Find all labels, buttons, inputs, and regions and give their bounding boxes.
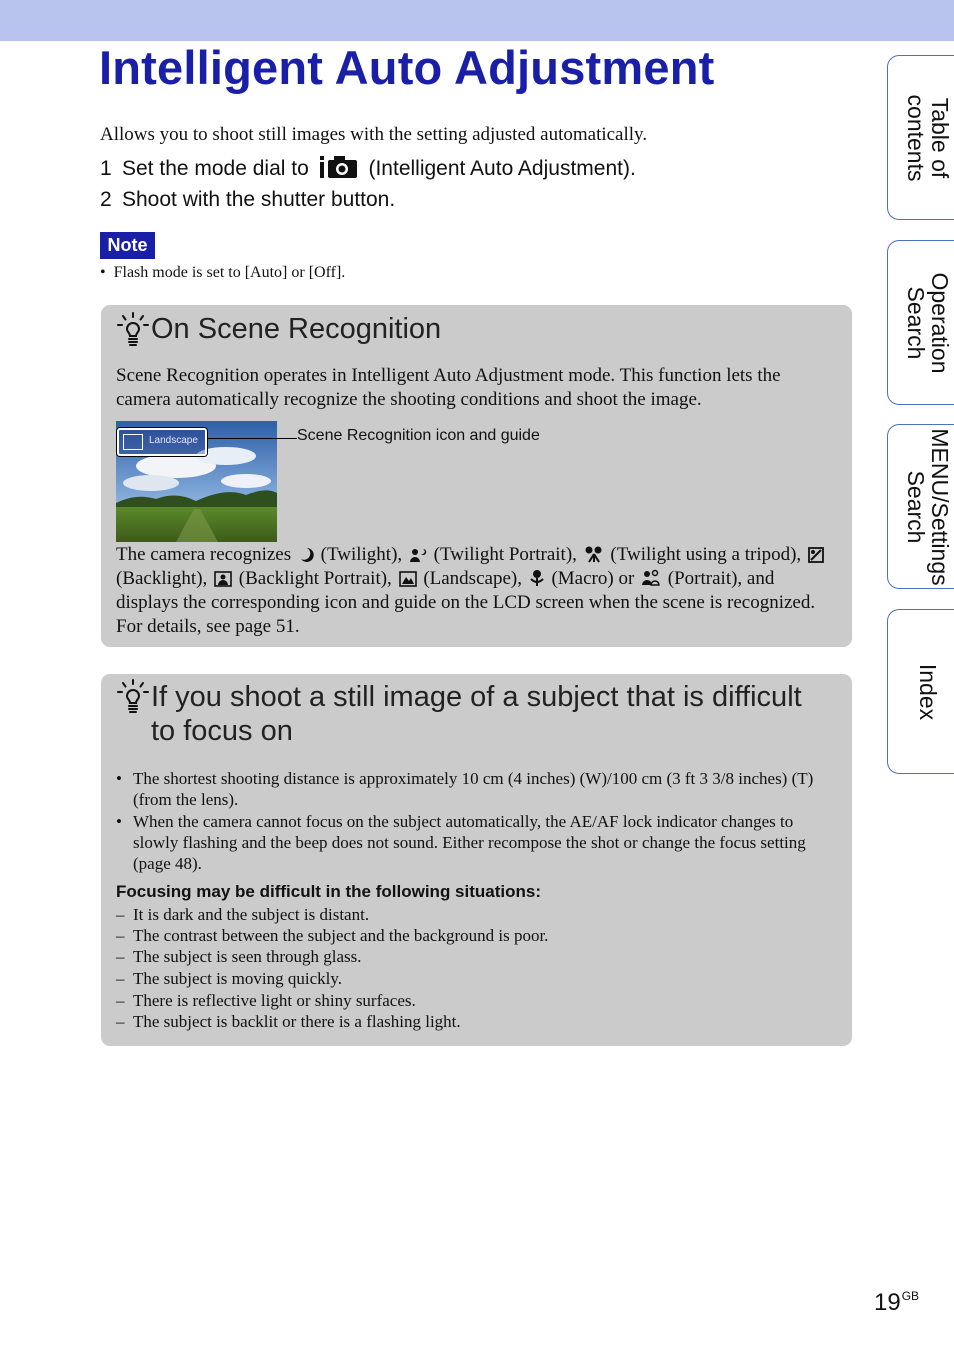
scene-recognizes-text: The camera recognizes (Twilight), (Twilight Portrait), (Twilight using a tripod), (Backlight), (Backlight Portrait), (Landscape), (Macro) or (Portrait), and displays the corresponding icon and guide on the LCD screen when the scene is recognized. For details, see page 51. bbox=[116, 543, 838, 639]
intelligent-auto-icon bbox=[319, 153, 359, 179]
page-title: Intelligent Auto Adjustment bbox=[99, 41, 715, 94]
list-item: – The contrast between the subject and the background is poor. bbox=[116, 926, 549, 945]
scene-recognition-panel bbox=[101, 305, 852, 647]
image-caption: Scene Recognition icon and guide bbox=[297, 427, 540, 444]
page-number: $19^{GB}$ bbox=[874, 1289, 920, 1316]
list-item: – There is reflective light or shiny surfaces. bbox=[116, 991, 416, 1010]
note-item bbox=[100, 264, 345, 282]
note-badge: Note bbox=[100, 232, 155, 259]
landscape-icon bbox=[399, 571, 417, 587]
backlight-portrait-icon bbox=[214, 571, 232, 587]
landscape-icon bbox=[123, 434, 143, 450]
list-item: – The subject is moving quickly. bbox=[116, 969, 343, 988]
step-text: Shoot with the shutter button. bbox=[122, 188, 396, 211]
panel-title: If you shoot a still image of a subject that is difficult to focus on bbox=[151, 681, 802, 747]
macro-icon bbox=[529, 569, 545, 587]
focus-difficulty-panel bbox=[101, 674, 852, 1046]
list-item: – It is dark and the subject is distant. bbox=[116, 905, 370, 924]
tab-table-of-contents[interactable] bbox=[887, 55, 954, 220]
top-bar bbox=[0, 0, 954, 41]
step-1 bbox=[100, 153, 636, 181]
tab-menu-settings-search[interactable] bbox=[887, 424, 954, 589]
list-item: • When the camera cannot focus on the subject automatically, the AE/AF lock indicator changes to slowly flashing and the beep does not sound. Either recompose the shot or change the focus setting (page 48). bbox=[116, 812, 806, 873]
list-item: – The subject is seen through glass. bbox=[116, 947, 362, 966]
scene-icon-guide bbox=[117, 428, 207, 456]
step-number: 1 bbox=[100, 157, 112, 180]
note-text: Flash mode is set to [Auto] or [Off]. bbox=[113, 264, 346, 281]
tab-operation-search[interactable] bbox=[887, 240, 954, 405]
note-bullet: • bbox=[100, 264, 106, 281]
step-2 bbox=[100, 188, 395, 212]
list-item: – The subject is backlit or there is a flashing light. bbox=[116, 1012, 461, 1031]
page-suffix: GB bbox=[901, 1289, 920, 1303]
intro-text: Allows you to shoot still images with the setting adjusted automatically. bbox=[100, 124, 648, 145]
scene-guide-label: Landscape bbox=[149, 435, 198, 446]
situations-heading: Focusing may be difficult in the following situations: bbox=[116, 882, 541, 901]
tab-label: Operation Search bbox=[902, 271, 953, 374]
scene-body: Scene Recognition operates in Intelligent Auto Adjustment mode. This function lets the camera automatically recognize the shooting conditions and shoot the image. bbox=[116, 365, 781, 410]
tab-label: MENU/Settings Search bbox=[902, 427, 953, 586]
portrait-icon bbox=[641, 569, 661, 587]
panel-title: On Scene Recognition bbox=[151, 313, 442, 345]
twilight-tripod-icon bbox=[584, 545, 604, 563]
step-text: Set the mode dial to bbox=[122, 157, 309, 180]
twilight-portrait-icon bbox=[409, 547, 427, 563]
hint-bulb-icon bbox=[117, 679, 149, 715]
twilight-icon bbox=[298, 547, 314, 563]
tab-label: Index bbox=[914, 663, 941, 720]
backlight-icon bbox=[808, 547, 824, 563]
list-item: • The shortest shooting distance is approximately 10 cm (4 inches) (W)/100 cm (3 ft 3 3/8 inches) (T) (from the lens). bbox=[116, 769, 814, 809]
tab-index[interactable] bbox=[887, 609, 954, 774]
step-text-suffix: (Intelligent Auto Adjustment). bbox=[368, 157, 636, 180]
hint-bulb-icon bbox=[117, 312, 149, 348]
tab-label: Table of contents bbox=[902, 94, 953, 181]
step-number: 2 bbox=[100, 188, 112, 211]
caption-leader-line bbox=[207, 438, 297, 439]
